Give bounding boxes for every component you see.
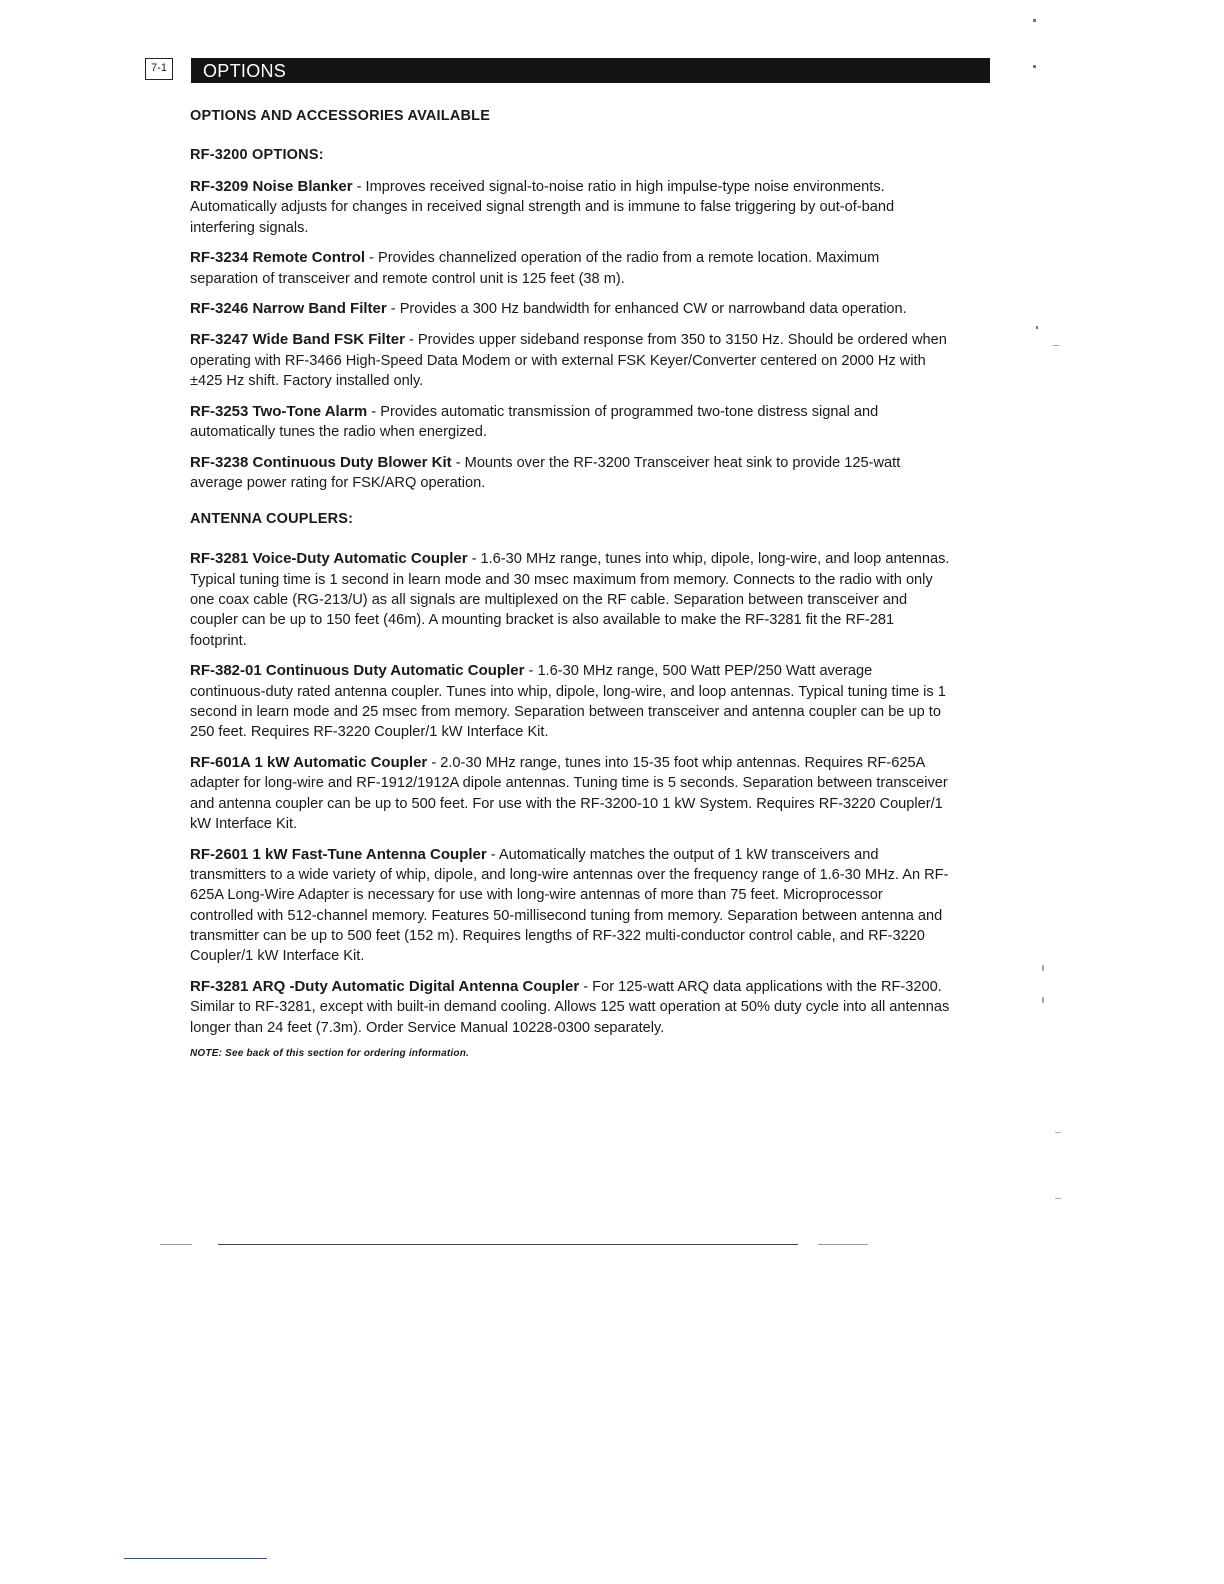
item-name: RF-3234 Remote Control [190,249,366,267]
item-name: RF-3247 Wide Band FSK Filter [190,331,405,349]
item-name: RF-3253 Two-Tone Alarm [190,402,368,420]
item-name: RF-3209 Noise Blanker [190,178,353,195]
option-item [190,177,950,238]
option-item [190,453,950,494]
group-heading-options: RF-3200 OPTIONS: [190,147,324,163]
scan-speck [1033,65,1036,68]
item-description: - Automatically matches the output of 1 kW transceivers and transmitters to a wide variety of whip, dipole, and long-wire antennas over the frequency range of 1.6-30 MHz. An RF-625A Long-Wire Adapter is necessary for use with long-wire antennas of more than 75 feet. Microprocessor controlled with 512-channel memory. Features 50-millisecond tuning from memory. Separation between antenna and transmitter can be up to 500 feet (152 m). Requires lengths of RF-322 multi-conductor control cable, and RF-3220 Coupler/1 kW Interface Kit. [190,846,949,965]
item-name: RF-601A 1 kW Automatic Coupler [190,754,428,772]
item-description: - 2.0-30 MHz range, tunes into 15-35 foot whip antennas. Requires RF-625A adapter for long-wire and RF-1912/1912A dipole antennas. Tuning time is 5 seconds. Separation between transceiver and antenna coupler can be up to 500 feet. For use with the RF-3200-10 1 kW System. Requires RF-3220 Coupler/1 kW Interface Kit. [190,755,948,832]
item-name: RF-382-01 Continuous Duty Automatic Coupler [190,662,525,680]
coupler-item [190,661,950,742]
scan-speck [1053,345,1059,346]
document-body [190,108,950,1059]
item-description: - Provides channelized operation of the radio from a remote location. Maximum separation of transceiver and remote control unit is 125 feet (38 m). [190,250,880,287]
item-description: - Provides upper sideband response from 350 to 3150 Hz. Should be ordered when operating with RF-3466 High-Speed Data Modem or with external FSK Keyer/Converter centered on 2000 Hz with ±425 Hz shift. Factory installed only. [190,332,947,389]
coupler-item [190,977,950,1038]
item-name: RF-3238 Continuous Duty Blower Kit [190,453,452,471]
coupler-item [190,753,950,834]
item-description: - For 125-watt ARQ data applications with the RF-3200. Similar to RF-3281, except with built-in demand cooling. Allows 125 watt operation at 50% duty cycle into all antennas longer than 24 feet (7.3m). Order Service Manual 10228-0300 separately. [190,979,950,1036]
section-header-bar [191,58,990,83]
item-name: RF-2601 1 kW Fast-Tune Antenna Coupler [190,845,487,863]
section-title: OPTIONS [203,61,287,81]
coupler-item [190,845,950,967]
item-description: - Mounts over the RF-3200 Transceiver heat sink to provide 125-watt average power rating for FSK/ARQ operation. [190,454,901,492]
main-heading: OPTIONS AND ACCESSORIES AVAILABLE [190,108,491,124]
option-item [190,248,950,289]
option-item [190,330,950,391]
item-name: RF-3246 Narrow Band Filter [190,300,387,318]
scan-speck [1036,326,1038,329]
option-item [190,299,950,319]
coupler-item [190,549,950,650]
item-description: - 1.6-30 MHz range, 500 Watt PEP/250 Watt average continuous-duty rated antenna coupler. Tunes into whip, dipole, long-wire, and loop antennas. Typical tuning time is 1 second in learn mode and 25 msec from memory. Separation between transceiver and antenna coupler can be up to 250 feet. Requires RF-3220 Coupler/1 kW Interface Kit. [190,663,946,741]
footer-rule-fragment [818,1244,868,1245]
footer-link-line [124,1558,267,1559]
scan-speck [1055,1132,1061,1133]
page-number-badge: 7-1 [145,58,173,80]
item-description: - Improves received signal-to-noise ratio in high impulse-type noise environments. Automatically adjusts for changes in received signal strength and is immune to false triggering by out-of-band interfering signals. [190,179,895,236]
item-description: - 1.6-30 MHz range, tunes into whip, dipole, long-wire, and loop antennas. Typical tuning time is 1 second in learn mode and 30 msec maximum from memory. Connects to the radio with only one coax cable (RG-213/U) as all signals are multiplexed on the RF cable. Separation between transceiver and coupler can be up to 150 feet (46m). A mounting bracket is also available to make the RF-3281 fit the RF-281 footprint. [190,551,950,649]
footer-rule-fragment [160,1244,192,1245]
footer-rule [218,1244,798,1245]
item-name: RF-3281 ARQ -Duty Automatic Digital Antenna Coupler [190,978,580,995]
scan-speck [1042,965,1044,971]
option-item [190,402,950,443]
group-heading-antenna-couplers: ANTENNA COUPLERS: [190,511,354,528]
item-description: - Provides automatic transmission of programmed two-tone distress signal and automatically tunes the radio when energized. [190,403,879,440]
scan-speck [1033,19,1036,22]
scan-speck [1055,1198,1061,1199]
item-description: - Provides a 300 Hz bandwidth for enhanced CW or narrowband data operation. [386,301,907,318]
ordering-note: NOTE: See back of this section for ordering information. [190,1048,470,1060]
item-name: RF-3281 Voice-Duty Automatic Coupler [190,550,468,568]
scan-speck [1042,997,1044,1003]
